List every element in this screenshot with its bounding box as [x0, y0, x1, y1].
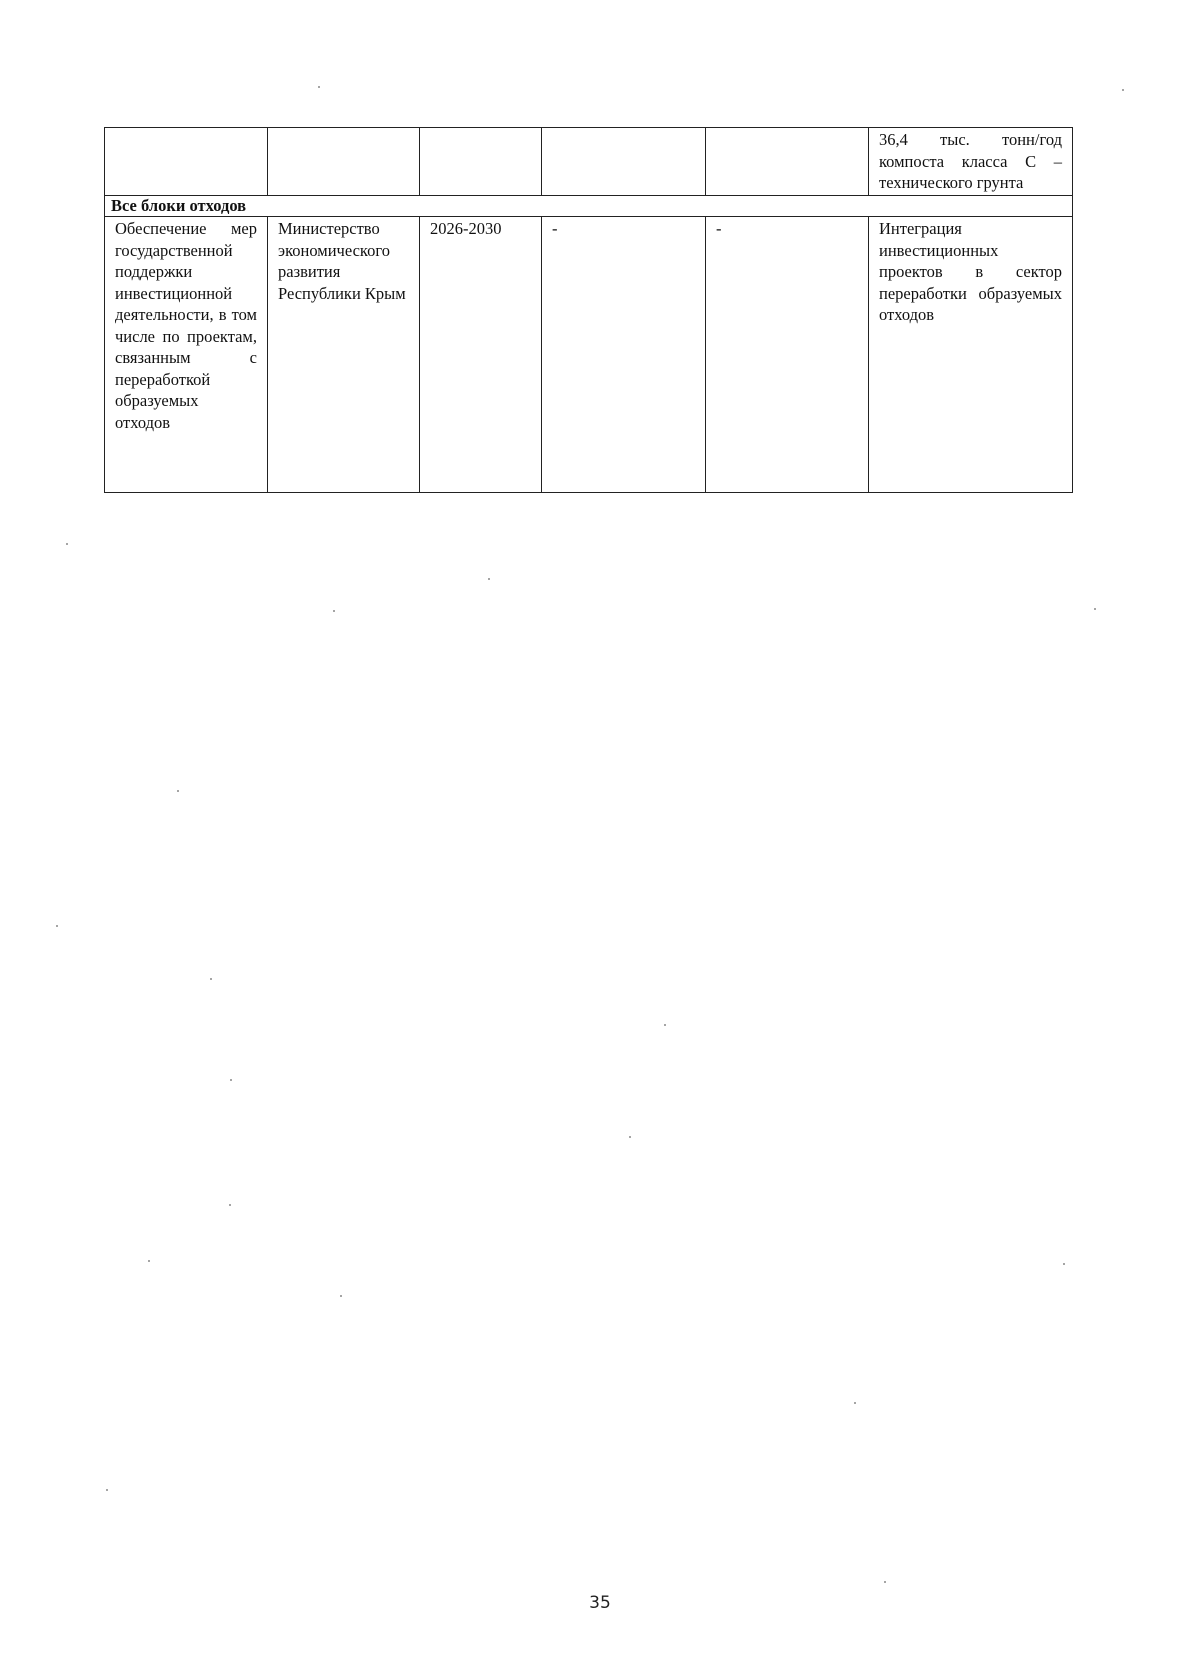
table-cell-responsible: Министерство экономического развития Республики Крым	[268, 217, 420, 493]
scan-speck	[210, 978, 212, 980]
scan-speck	[884, 1581, 886, 1583]
table-cell-period	[420, 128, 542, 196]
scan-speck	[664, 1024, 666, 1026]
scan-speck	[854, 1402, 856, 1404]
section-header-row	[105, 196, 1073, 217]
scan-speck	[1063, 1263, 1065, 1265]
scan-speck	[629, 1136, 631, 1138]
table-row	[105, 128, 1073, 196]
scan-speck	[177, 790, 179, 792]
table-cell-col4: -	[542, 217, 706, 493]
scan-speck	[340, 1295, 342, 1297]
scan-speck	[230, 1079, 232, 1081]
table-cell-col5: -	[706, 217, 869, 493]
scan-speck	[318, 86, 320, 88]
scan-speck	[106, 1489, 108, 1491]
scan-speck	[1094, 608, 1096, 610]
scan-speck	[1122, 89, 1124, 91]
scan-speck	[488, 578, 490, 580]
table-row	[105, 217, 1073, 493]
table-cell-measure	[105, 128, 268, 196]
table-cell-result: Интеграция инвестиционных проектов в сектор переработки образуемых отходов	[869, 217, 1073, 493]
table-cell-col5	[706, 128, 869, 196]
scan-speck	[56, 925, 58, 927]
table-cell-result: 36,4 тыс. тонн/год компоста класса С – технического грунта	[869, 128, 1073, 196]
section-header: Все блоки отходов	[105, 196, 1073, 217]
scan-speck	[66, 543, 68, 545]
page-number: 35	[589, 1593, 611, 1613]
scan-speck	[333, 610, 335, 612]
scan-speck	[229, 1204, 231, 1206]
scan-speck	[148, 1260, 150, 1262]
measures-table	[104, 127, 1073, 493]
table-cell-col4	[542, 128, 706, 196]
table-cell-measure: Обеспечение мер государственной поддержки инвестиционной деятельности, в том числе по проектам, связанным с переработкой образуемых отходов	[105, 217, 268, 493]
table-cell-responsible	[268, 128, 420, 196]
table-cell-period: 2026-2030	[420, 217, 542, 493]
